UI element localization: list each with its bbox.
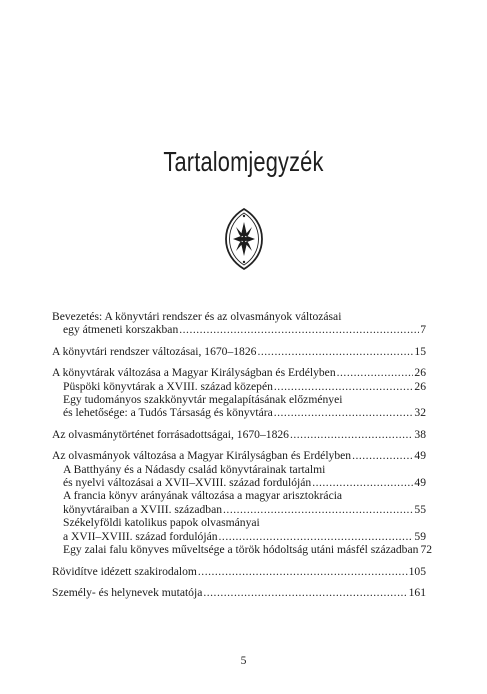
toc-entry-label: A könyvtárak változása a Magyar Királyságban és Erdélyben	[52, 366, 336, 380]
toc-entry-konyvtarak-valtozasa[interactable]	[52, 366, 426, 379]
toc-entry-olvasmanyok-valtozasa[interactable]	[52, 449, 426, 462]
toc-entry-szekelyfoldi-line1[interactable]: Székelyföldi katolikus papok olvasmányai	[63, 516, 260, 530]
dot-leader	[179, 323, 419, 336]
toc-entry-label: A könyvtári rendszer változásai, 1670–1826	[52, 344, 257, 358]
page-number: 5	[240, 654, 247, 667]
toc-entry-label: könyvtáraiban a XVIII. században	[63, 502, 223, 516]
toc-entry-label: Egy zalai falu könyves műveltsége a török hódoltság utáni másfél században	[63, 543, 419, 557]
toc-entry-batthyany[interactable]	[52, 476, 426, 489]
page-title: Tartalomjegyzék	[163, 146, 324, 177]
toc-entry-label: és nyelvi változásai a XVII–XVIII. század fordulóján	[63, 476, 312, 490]
dot-leader	[312, 476, 413, 489]
toc-page-number: 55	[414, 502, 426, 516]
dot-leader	[337, 366, 414, 379]
dot-leader	[203, 586, 407, 599]
toc-entry-label: egy átmeneti korszakban	[63, 323, 179, 337]
dot-leader	[352, 449, 413, 462]
toc-entry-mutato[interactable]	[52, 586, 426, 599]
toc-entry-bevezetes-line1[interactable]: Bevezetés: A könyvtári rendszer és az olvasmányok változásai	[52, 310, 342, 323]
toc-page-number: 38	[414, 427, 426, 441]
toc-page-number: 59	[414, 529, 426, 543]
dot-leader	[290, 428, 413, 441]
toc-entry-olvasmanytortenet[interactable]	[52, 428, 426, 441]
toc-entry-label: Rövidítve idézett szakirodalom	[52, 564, 197, 578]
toc-page-number: 32	[414, 406, 426, 420]
toc-entry-szekelyfoldi[interactable]	[52, 530, 426, 543]
dot-leader	[223, 503, 413, 516]
toc-entry-label: és lehetősége: a Tudós Társaság és könyvtára	[63, 406, 273, 420]
dot-leader	[198, 565, 408, 578]
toc-entry-label: a XVII–XVIII. század fordulóján	[63, 529, 218, 543]
toc-page-number: 161	[408, 585, 426, 599]
dot-leader	[274, 380, 414, 393]
dot-leader	[219, 530, 414, 543]
toc-page-number: 15	[414, 344, 426, 358]
toc-page-number: 105	[408, 564, 426, 578]
toc-page-number: 72	[420, 543, 433, 557]
toc-entry-label: Püspöki könyvtárak a XVIII. század közepén	[63, 379, 273, 393]
dot-leader	[257, 345, 413, 358]
table-of-contents	[52, 310, 433, 599]
toc-entry-batthyany-line1[interactable]: A Batthyány és a Nádasdy család könyvtárainak tartalmi	[63, 462, 326, 476]
toc-entry-roviditve-idezett[interactable]	[52, 565, 426, 578]
toc-entry-francia-konyv-line1[interactable]: A francia könyv arányának változása a magyar arisztokrácia	[63, 489, 343, 503]
toc-entry-szakkonyvtar[interactable]	[52, 406, 426, 419]
toc-entry-label: Az olvasmányok változása a Magyar Királyságban és Erdélyben	[52, 449, 352, 463]
toc-entry-label: Személy- és helynevek mutatója	[52, 585, 203, 599]
toc-entry-label: Az olvasmánytörténet forrásadottságai, 1670–1826	[52, 427, 289, 441]
toc-page-number: 26	[414, 366, 426, 380]
toc-entry-szakkonyvtar-line1[interactable]: Egy tudományos szakkönyvtár megalapításának előzményei	[63, 393, 343, 407]
toc-entry-francia-konyv[interactable]	[52, 503, 426, 516]
toc-page-number: 49	[414, 449, 426, 463]
toc-entry-zalai-falu[interactable]	[52, 543, 433, 557]
toc-page-number: 7	[420, 323, 426, 337]
shield-star-ornament-icon	[224, 207, 264, 271]
toc-entry-konyvtari-rendszer[interactable]	[52, 345, 426, 358]
toc-entry-bevezetes[interactable]	[52, 323, 426, 336]
toc-page-number: 26	[414, 379, 426, 393]
toc-page-number: 49	[414, 476, 426, 490]
dot-leader	[274, 406, 414, 419]
toc-entry-puspoki-konyvtarak[interactable]	[52, 380, 426, 393]
